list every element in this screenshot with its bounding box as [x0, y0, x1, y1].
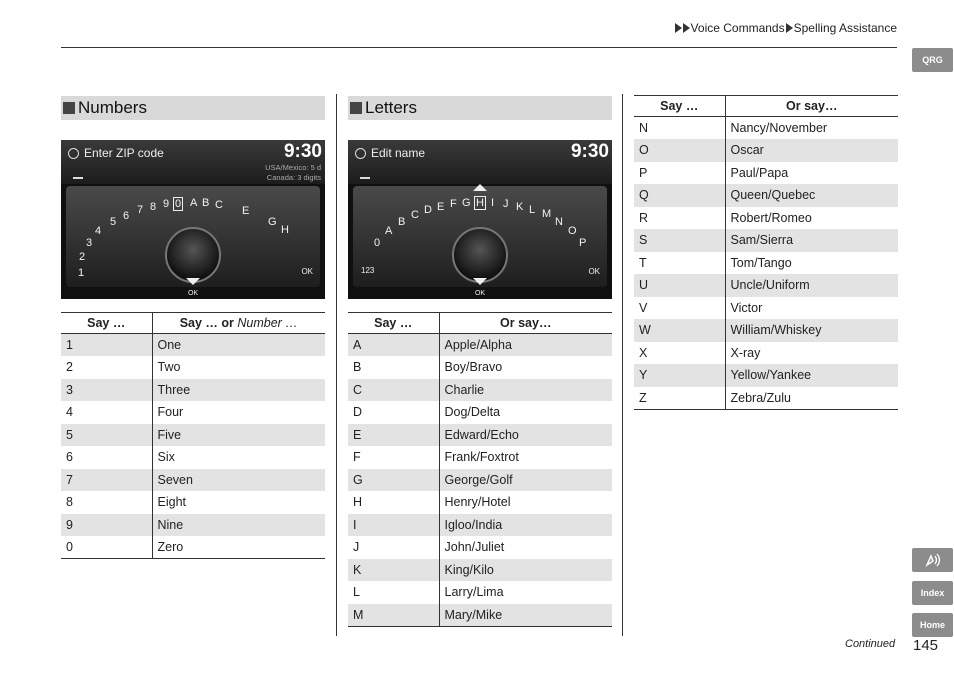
table-row — [634, 297, 898, 320]
or-say-cell: King/Kilo — [439, 559, 612, 582]
dial-key[interactable]: E — [242, 205, 250, 217]
column-header-text: Say … or — [179, 316, 234, 330]
say-cell: B — [353, 360, 362, 375]
table-row — [634, 229, 898, 252]
table-row — [348, 424, 612, 447]
say-cell: 0 — [61, 536, 152, 559]
say-cell: Y — [634, 364, 725, 387]
or-say-cell: Henry/Hotel — [439, 491, 612, 514]
say-cell: R — [639, 210, 649, 225]
letters-table — [348, 312, 612, 627]
home-icon — [68, 148, 79, 159]
dial-ok-key[interactable]: OK — [301, 267, 313, 276]
dial-key[interactable]: 2 — [79, 251, 86, 263]
column-header: Say … — [634, 96, 725, 117]
table-row — [61, 424, 325, 447]
table-row — [348, 356, 612, 379]
numbers-table — [61, 312, 325, 559]
column-divider — [336, 94, 337, 636]
say-cell: D — [353, 405, 363, 420]
table-row — [61, 536, 325, 559]
voice-command-icon — [924, 552, 942, 568]
table-header-row — [61, 313, 325, 334]
or-say-cell: Dog/Delta — [439, 401, 612, 424]
or-say-cell: William/Whiskey — [725, 319, 898, 342]
table-row — [61, 401, 325, 424]
index-tab[interactable]: Index — [912, 581, 953, 605]
or-say-cell: Paul/Papa — [725, 162, 898, 185]
or-say-cell: Edward/Echo — [439, 424, 612, 447]
say-cell: 6 — [66, 450, 73, 465]
zip-hint — [265, 163, 321, 183]
dial-key-selected[interactable]: 0 — [175, 198, 182, 210]
column-divider — [622, 94, 623, 636]
column-header: Say … — [61, 313, 152, 334]
clock: 9:30 — [283, 141, 322, 162]
say-cell: Q — [634, 184, 725, 207]
table-row — [634, 184, 898, 207]
or-say-cell: Uncle/Uniform — [725, 274, 898, 297]
table-row — [348, 469, 612, 492]
or-say-cell: Boy/Bravo — [439, 356, 612, 379]
breadcrumb-item[interactable]: Voice Commands — [690, 21, 785, 35]
say-cell: 9 — [61, 514, 152, 537]
table-row — [634, 342, 898, 365]
table-row — [61, 446, 325, 469]
home-tab[interactable]: Home — [912, 613, 953, 637]
table-row — [61, 356, 325, 379]
table-row — [634, 162, 898, 185]
dial-knob[interactable] — [452, 227, 508, 283]
dial-key[interactable]: 3 — [86, 237, 93, 249]
say-cell: Z — [634, 387, 725, 410]
say-cell: E — [348, 424, 439, 447]
numbers-heading — [61, 96, 325, 120]
or-say-cell: X-ray — [725, 342, 898, 365]
dial-key[interactable]: 7 — [137, 204, 144, 216]
say-cell: 5 — [61, 424, 152, 447]
text-cursor — [73, 177, 83, 179]
zip-hint-line: Canada: 3 digits — [266, 173, 321, 182]
or-say-cell: Sam/Sierra — [725, 229, 898, 252]
column-header: Or say… — [725, 96, 898, 117]
page-number: 145 — [913, 637, 939, 654]
dial-key[interactable]: B — [202, 197, 210, 209]
dial-key[interactable]: A — [385, 225, 393, 237]
table-row — [634, 252, 898, 275]
breadcrumb — [675, 21, 897, 35]
dial-key[interactable]: 6 — [123, 210, 130, 222]
say-cell: X — [639, 345, 648, 360]
table-row — [634, 319, 898, 342]
triangle-right-icon — [675, 23, 682, 33]
up-arrow-icon — [473, 184, 487, 191]
column-header: Say … — [348, 313, 439, 334]
table-row — [61, 469, 325, 492]
dial-key[interactable]: A — [190, 197, 198, 209]
table-row — [61, 491, 325, 514]
or-say-cell: Apple/Alpha — [439, 334, 612, 357]
dial-knob[interactable] — [165, 227, 221, 283]
table-row — [348, 559, 612, 582]
table-row — [61, 514, 325, 537]
table-row — [348, 379, 612, 402]
dial-key[interactable]: G — [268, 216, 277, 228]
dial-key[interactable]: M — [542, 208, 552, 220]
triangle-right-icon — [786, 23, 793, 33]
edit-name-screen — [348, 140, 612, 299]
qrg-tab[interactable]: QRG — [912, 48, 953, 72]
say-cell: W — [634, 319, 725, 342]
say-cell: 7 — [61, 469, 152, 492]
dial-key[interactable]: K — [516, 201, 524, 213]
continued-label: Continued — [845, 638, 896, 650]
or-say-cell: Oscar — [725, 139, 898, 162]
clock: 9:30 — [570, 141, 609, 162]
letters-heading-text: Letters — [365, 98, 417, 117]
column-header — [152, 313, 325, 334]
say-cell: 3 — [61, 379, 152, 402]
dial-key[interactable]: 8 — [150, 201, 157, 213]
or-say-cell: John/Juliet — [439, 536, 612, 559]
say-cell: 8 — [66, 495, 73, 510]
breadcrumb-item[interactable]: Spelling Assistance — [793, 21, 897, 35]
dial-key[interactable]: J — [503, 198, 509, 210]
ok-label[interactable]: OK — [187, 290, 199, 297]
or-say-cell: Four — [152, 401, 325, 424]
triangle-right-icon — [683, 23, 690, 33]
or-say-cell: Five — [152, 424, 325, 447]
say-cell: U — [634, 274, 725, 297]
say-cell: M — [348, 604, 439, 627]
dial-key[interactable]: P — [579, 237, 587, 249]
dial-key[interactable]: N — [555, 216, 563, 228]
or-say-cell: Two — [152, 356, 325, 379]
dial-key[interactable]: B — [398, 216, 406, 228]
screen-title: Edit name — [371, 146, 426, 160]
table-row — [348, 514, 612, 537]
say-cell: T — [639, 255, 647, 270]
say-cell: P — [639, 165, 648, 180]
dial-key[interactable]: 5 — [110, 216, 117, 228]
zip-hint-line: USA/Mexico: 5 d — [265, 163, 321, 172]
header-divider — [61, 47, 897, 48]
table-row — [634, 364, 898, 387]
dial-key[interactable]: 4 — [95, 225, 102, 237]
say-cell: H — [353, 495, 363, 510]
table-row — [634, 387, 898, 410]
zip-code-screen — [61, 140, 325, 299]
or-say-cell: Robert/Romeo — [725, 207, 898, 230]
say-cell: 2 — [66, 360, 73, 375]
table-row — [634, 117, 898, 140]
dial-numbers-key[interactable]: 123 — [361, 266, 375, 275]
table-header-row — [634, 96, 898, 117]
dial-key[interactable]: C — [411, 209, 419, 221]
dial-key[interactable]: D — [424, 204, 432, 216]
column-header-italic: Number … — [237, 316, 298, 330]
say-cell: G — [348, 469, 439, 492]
dial-key[interactable]: 9 — [163, 198, 170, 210]
column-header: Or say… — [439, 313, 612, 334]
table-header-row — [348, 313, 612, 334]
say-cell: L — [353, 585, 360, 600]
table-row — [348, 401, 612, 424]
say-cell: 1 — [61, 334, 152, 357]
or-say-cell: Six — [152, 446, 325, 469]
say-cell: 4 — [66, 405, 73, 420]
ok-label[interactable]: OK — [474, 290, 486, 297]
dial-key[interactable]: I — [491, 197, 495, 209]
table-row — [634, 207, 898, 230]
or-say-cell: Frank/Foxtrot — [439, 446, 612, 469]
table-row — [348, 491, 612, 514]
dial-key[interactable]: C — [215, 199, 223, 211]
text-cursor — [360, 177, 370, 179]
say-cell: S — [634, 229, 725, 252]
dial-key[interactable]: O — [568, 225, 577, 237]
or-say-cell: Larry/Lima — [439, 581, 612, 604]
table-row — [61, 379, 325, 402]
say-cell: F — [353, 450, 361, 465]
or-say-cell: Seven — [152, 469, 325, 492]
down-arrow-icon — [186, 278, 200, 285]
say-cell: K — [348, 559, 439, 582]
home-icon — [355, 148, 366, 159]
table-row — [348, 334, 612, 357]
or-say-cell: Igloo/India — [439, 514, 612, 537]
say-cell: N — [639, 121, 649, 135]
say-cell: O — [634, 139, 725, 162]
or-say-cell: Victor — [725, 297, 898, 320]
or-say-cell: Zebra/Zulu — [725, 387, 898, 410]
dial-key[interactable]: L — [529, 204, 536, 216]
letters-table-continued — [634, 95, 898, 410]
or-say-cell: George/Golf — [439, 469, 612, 492]
or-say-cell: Mary/Mike — [439, 604, 612, 627]
say-cell: A — [348, 334, 439, 357]
screen-title: Enter ZIP code — [84, 146, 164, 160]
letters-heading — [348, 96, 612, 120]
say-cell: C — [348, 379, 439, 402]
table-row — [348, 581, 612, 604]
dial-key[interactable]: H — [281, 224, 289, 236]
voice-command-tab[interactable] — [912, 548, 953, 572]
dial-key-selected[interactable]: H — [476, 197, 484, 209]
dial-key[interactable]: 1 — [78, 267, 85, 279]
say-cell: I — [348, 514, 439, 537]
square-bullet-icon — [63, 102, 75, 114]
or-say-cell: Tom/Tango — [725, 252, 898, 275]
dial-key[interactable]: E — [437, 201, 445, 213]
square-bullet-icon — [350, 102, 362, 114]
or-say-cell: Zero — [152, 536, 325, 559]
dial-key[interactable]: F — [450, 198, 457, 210]
table-row — [348, 446, 612, 469]
numbers-heading-text: Numbers — [78, 98, 147, 117]
say-cell: J — [353, 540, 360, 555]
say-cell: V — [639, 300, 648, 315]
or-say-cell: Charlie — [439, 379, 612, 402]
or-say-cell: Nine — [152, 514, 325, 537]
dial-key[interactable]: 0 — [374, 237, 381, 249]
or-say-cell: Queen/Quebec — [725, 184, 898, 207]
dial-ok-key[interactable]: OK — [588, 267, 600, 276]
table-row — [634, 274, 898, 297]
or-say-cell: Three — [152, 379, 325, 402]
table-row — [61, 334, 325, 357]
dial-key[interactable]: G — [462, 197, 471, 209]
or-say-cell: Yellow/Yankee — [725, 364, 898, 387]
table-row — [348, 604, 612, 627]
down-arrow-icon — [473, 278, 487, 285]
table-row — [348, 536, 612, 559]
or-say-cell: One — [152, 334, 325, 357]
table-row — [634, 139, 898, 162]
or-say-cell: Eight — [152, 491, 325, 514]
or-say-cell: Nancy/November — [725, 117, 898, 140]
